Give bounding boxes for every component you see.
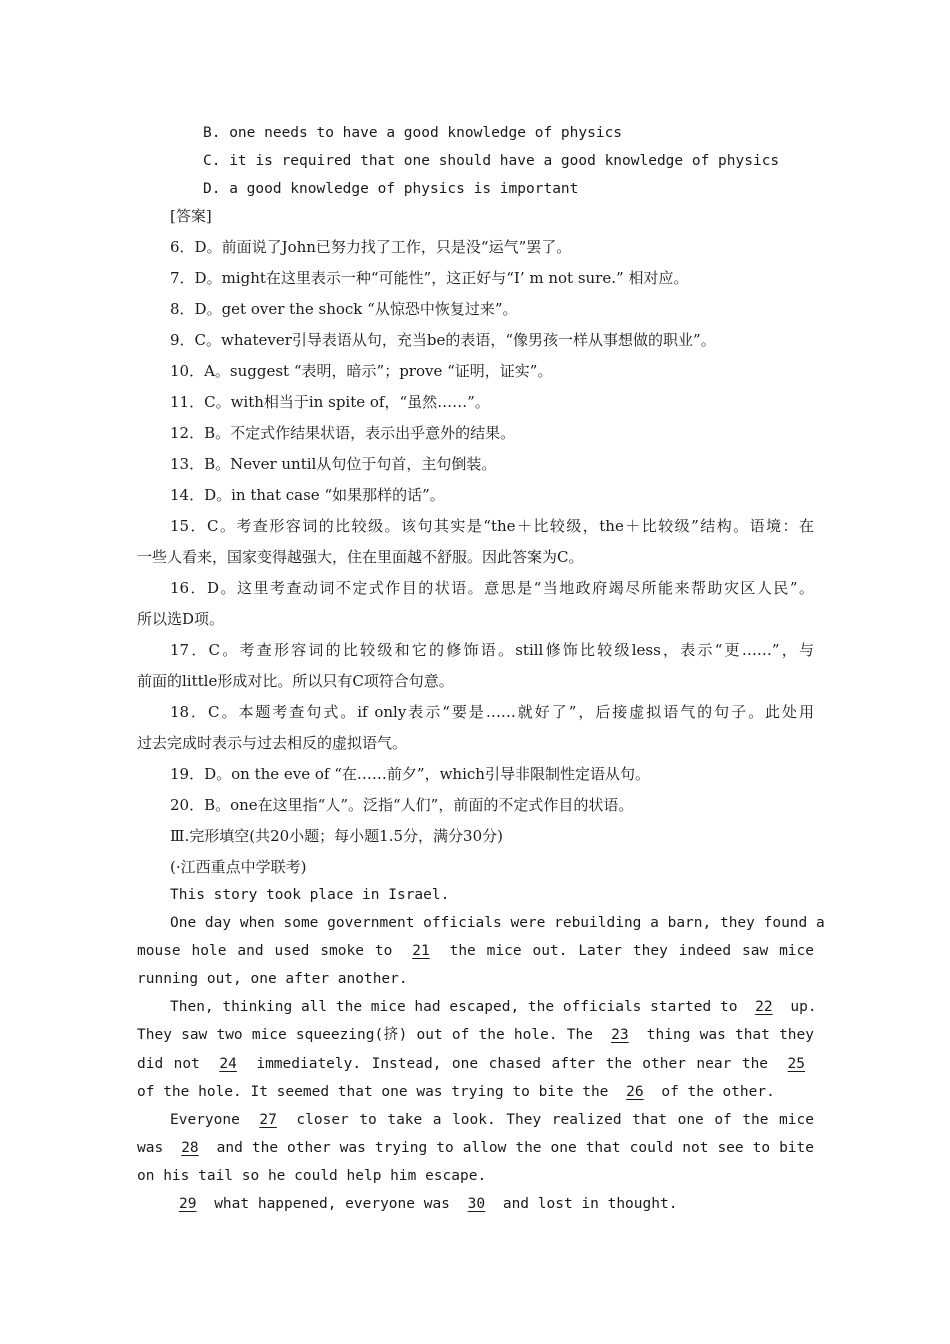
passage-text: of the other. [661, 1084, 775, 1100]
passage-line [170, 1194, 677, 1214]
passage-text: up. [790, 999, 817, 1015]
answer-20: 20．B。one在这里指“人”。泛指“人们”，前面的不定式作目的状语。 [170, 796, 634, 814]
blank-29: 29 [179, 1196, 197, 1212]
passage-text: and lost in thought. [502, 1196, 678, 1212]
passage-text: Everyone [170, 1112, 240, 1128]
source-note: (·江西重点中学联考) [170, 858, 307, 876]
answer-12: 12．B。不定式作结果状语，表示出乎意外的结果。 [170, 424, 516, 442]
answer-11: 11．C。with相当于in spite of，“虽然……”。 [170, 393, 490, 411]
passage-text: of the hole. It seemed that one was trying to bite the [137, 1084, 609, 1100]
passage-line: running out, one after another. [137, 971, 408, 987]
answer-18: 18．C。本题考查句式。if only表示“要是……就好了”，后接虚拟语气的句子。此处用 [170, 703, 814, 721]
blank-28: 28 [181, 1140, 199, 1156]
answer-15-cont: 一些人看来，国家变得越强大，住在里面越不舒服。因此答案为C。 [137, 548, 584, 566]
blank-27: 27 [259, 1112, 277, 1128]
passage-text: and the other was trying to allow the one that could not see to bite [216, 1140, 814, 1156]
answer-10: 10．A。suggest “表明，暗示”；prove “证明，证实”。 [170, 362, 553, 380]
passage-text: thing was that they [646, 1027, 814, 1043]
blank-23: 23 [611, 1027, 629, 1043]
answer-16-cont: 所以选D项。 [137, 610, 225, 628]
passage-text: closer to take a look. They realized that one of the mice [296, 1112, 814, 1128]
passage-line [137, 1054, 814, 1074]
answer-6: 6．D。前面说了John已努力找了工作，只是没“运气”罢了。 [170, 238, 572, 256]
passage-text: did not [137, 1056, 200, 1072]
passage-line [137, 1082, 775, 1102]
passage-line [137, 1138, 814, 1158]
passage-line [170, 1110, 814, 1130]
passage-text: mouse hole and used smoke to [137, 943, 393, 959]
passage-text: what happened, everyone was [214, 1196, 450, 1212]
answer-7: 7．D。might在这里表示一种“可能性”，这正好与“I’ m not sure.” 相对应。 [170, 269, 689, 287]
blank-22: 22 [755, 999, 773, 1015]
section-title: Ⅲ.完形填空(共20小题；每小题1.5分，满分30分) [170, 827, 503, 845]
passage-line [137, 941, 814, 961]
blank-24: 24 [219, 1056, 237, 1072]
option-b: B. one needs to have a good knowledge of physics [203, 125, 623, 141]
answer-14: 14．D。in that case “如果那样的话”。 [170, 486, 445, 504]
passage-line: This story took place in Israel. [170, 887, 450, 903]
answer-17-cont: 前面的little形成对比。所以只有C项符合句意。 [137, 672, 454, 690]
passage-line [170, 997, 817, 1017]
passage-line: One day when some government officials were rebuilding a barn, they found a [170, 915, 825, 931]
answer-header: [答案] [170, 207, 212, 225]
blank-26: 26 [626, 1084, 644, 1100]
answer-18-cont: 过去完成时表示与过去相反的虚拟语气。 [137, 734, 408, 752]
option-d: D. a good knowledge of physics is important [203, 181, 579, 197]
answer-13: 13．B。Never until从句位于句首，主句倒装。 [170, 455, 497, 473]
answer-15: 15．C。考查形容词的比较级。该句其实是“the＋比较级，the＋比较级”结构。语境：在 [170, 517, 814, 535]
passage-text: They saw two mice squeezing(挤) out of the hole. The [137, 1027, 593, 1043]
passage-text: was [137, 1140, 164, 1156]
passage-line: on his tail so he could help him escape. [137, 1168, 487, 1184]
answer-17: 17．C。考查形容词的比较级和它的修饰语。still修饰比较级less，表示“更……”，与 [170, 641, 814, 659]
option-c: C. it is required that one should have a good knowledge of physics [203, 153, 780, 169]
answer-16: 16．D。这里考查动词不定式作目的状语。意思是“当地政府竭尽所能来帮助灾区人民”。 [170, 579, 814, 597]
passage-text: the mice out. Later they indeed saw mice [449, 943, 814, 959]
blank-25: 25 [787, 1056, 806, 1072]
answer-8: 8．D。get over the shock “从惊恐中恢复过来”。 [170, 300, 518, 318]
passage-text: Then, thinking all the mice had escaped, the officials started to [170, 999, 738, 1015]
answer-19: 19．D。on the eve of “在……前夕”，which引导非限制性定语从句。 [170, 765, 650, 783]
answer-9: 9．C。whatever引导表语从句，充当be的表语，“像男孩一样从事想做的职业”。 [170, 331, 716, 349]
passage-line [137, 1025, 814, 1045]
blank-21: 21 [412, 943, 430, 959]
blank-30: 30 [467, 1196, 486, 1212]
passage-text: immediately. Instead, one chased after the other near the [256, 1056, 769, 1072]
